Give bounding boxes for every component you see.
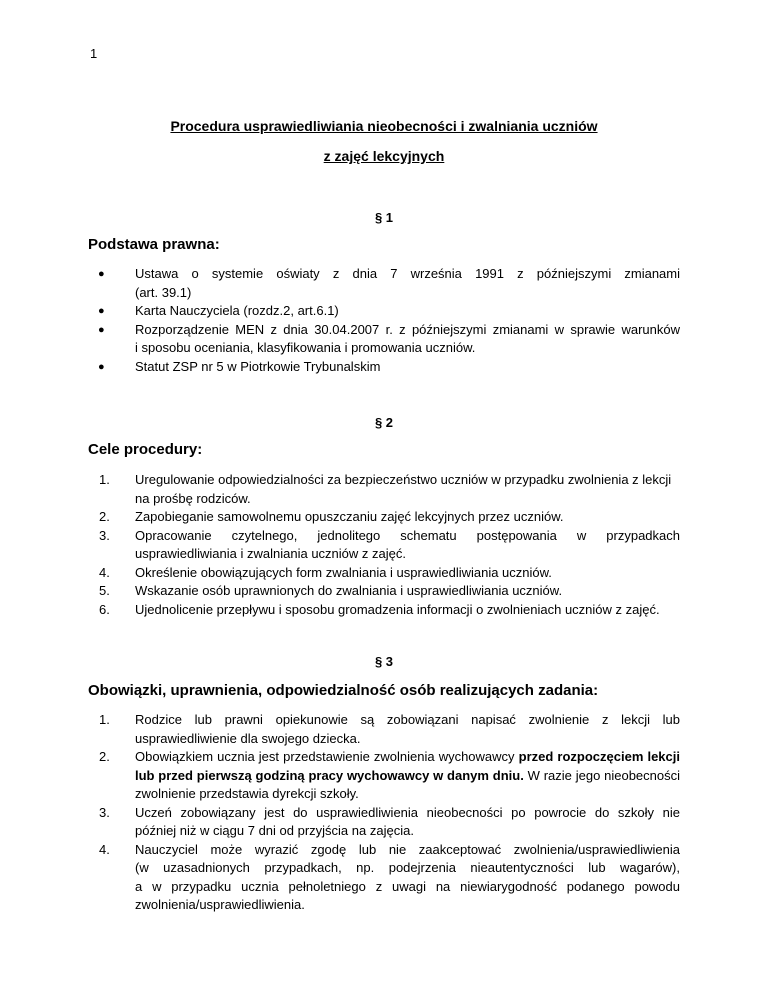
- bullet-icon: ●: [98, 268, 105, 280]
- document-title-line2: z zajęć lekcyjnych: [323, 148, 445, 164]
- list-item: 3. Opracowanie czytelnego, jednolitego schematu postępowania w przypadkach usprawiedliwiania i zwalniania uczniów z zajęć.: [99, 527, 680, 561]
- list-item: ● Karta Nauczyciela (rozdz.2, art.6.1): [88, 302, 680, 321]
- bullet-icon: ●: [98, 360, 105, 373]
- list-item: ● Ustawa o systemie oświaty z dnia 7 września 1991 z późniejszymi zmianami (art. 39.1): [98, 266, 680, 300]
- document-title-line1: Procedura usprawiedliwiania nieobecności i zwalniania uczniów: [170, 118, 598, 134]
- list-item: 2. Obowiązkiem ucznia jest przedstawienie zwolnienia wychowawcy przed rozpoczęciem lekcji lub przed pierwszą godziną pracy wychowawcy w danym dniu. W razie jego nieobecności zwolnienie przedstawia dyrekcji szkoły.: [99, 749, 680, 801]
- list-item: 4. Określenie obowiązujących form zwalniania i usprawiedliwiania uczniów.: [99, 564, 552, 580]
- legal-basis-list: [88, 265, 680, 376]
- list-item: ● Rozporządzenie MEN z dnia 30.04.2007 r. z późniejszymi zmianami w sprawie warunków i sposobu oceniania, klasyfikowania i promowania uczniów.: [98, 321, 680, 355]
- list-item: 1. Uregulowanie odpowiedzialności za bezpieczeństwo uczniów w przypadku zwolnienia z lekcji na prośbę rodziców.: [99, 472, 672, 506]
- procedure-goals-list: [88, 471, 680, 619]
- section-2-number: § 2: [374, 415, 394, 430]
- list-item: 1. Rodzice lub prawni opiekunowie są zobowiązani napisać zwolnienie z lekcji lub usprawiedliwienie dla swojego dziecka.: [99, 712, 680, 746]
- page-number: 1: [90, 46, 98, 61]
- list-item: 3. Uczeń zobowiązany jest do usprawiedliwienia nieobecności po powrocie do szkoły nie później niż w ciągu 7 dni od przyjścia na zajęcia.: [99, 804, 680, 838]
- section-3-heading: Obowiązki, uprawnienia, odpowiedzialność osób realizujących zadania:: [88, 682, 599, 699]
- list-item: 5. Wskazanie osób uprawnionych do zwalniania i usprawiedliwiania uczniów.: [99, 583, 563, 598]
- duties-list: [88, 711, 680, 915]
- list-item: 6. Ujednolicenie przepływu i sposobu gromadzenia informacji o zwolnieniach uczniów z zajęć.: [99, 601, 660, 617]
- bullet-icon: ●: [98, 323, 105, 336]
- list-item: 2. Zapobieganie samowolnemu opuszczaniu zajęć lekcyjnych przez uczniów.: [99, 509, 564, 524]
- section-1-number: § 1: [374, 210, 394, 225]
- list-item: 4. Nauczyciel może wyrazić zgodę lub nie zaakceptować zwolnienia/usprawiedliwienia (w uzasadnionych przypadkach, np. podejrzenia nieautentyczności lub wagarów), a w przypadku ucznia pełnoletniego z uwagi na niewiarygodność podanego powodu zwolnienia/usprawiedliwienia.: [99, 841, 680, 912]
- list-item: ● Statut ZSP nr 5 w Piotrkowie Trybunalskim: [88, 358, 680, 377]
- bullet-icon: ●: [98, 305, 105, 317]
- section-3-number: § 3: [374, 654, 394, 669]
- section-2-heading: Cele procedury:: [88, 441, 203, 458]
- section-1-heading: Podstawa prawna:: [88, 236, 220, 253]
